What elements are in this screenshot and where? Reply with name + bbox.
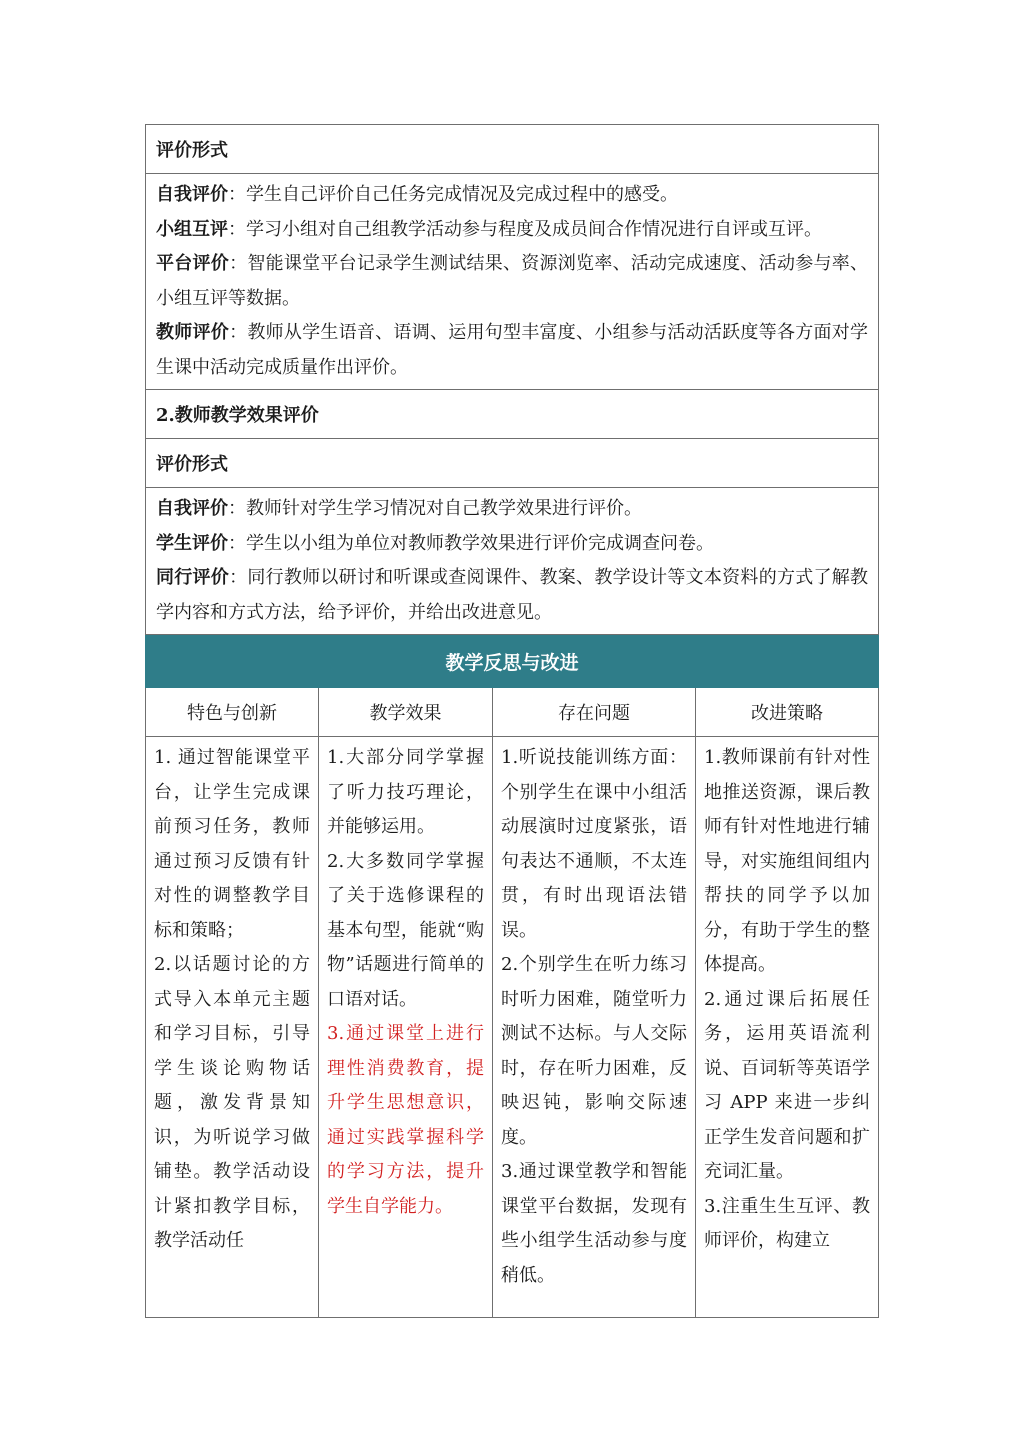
teacher-eval-content-row [146, 488, 879, 635]
eval-item: 自我评价：教师针对学生学习情况对自己教学效果进行评价。 [156, 498, 642, 519]
student-eval-content-row [146, 174, 879, 390]
list-item: 1.听说技能训练方面：个别学生在课中小组活动展演时过度紧张，语句表达不通顺，不太连贯，有时出现语法错误。 [501, 747, 687, 941]
eval-item: 小组互评：学习小组对自己组教学活动参与程度及成员间合作情况进行自评或互评。 [156, 218, 822, 240]
eval-item: 平台评价：智能课堂平台记录学生测试结果、资源浏览率、活动完成速度、活动参与率、小组互评等数据。 [156, 253, 869, 309]
document-page [145, 124, 878, 1318]
column-header-strategies: 改进策略 [696, 688, 879, 737]
eval-item: 自我评价：学生自己评价自己任务完成情况及完成过程中的感受。 [156, 184, 678, 205]
student-eval-content [146, 174, 879, 390]
teacher-eval-heading-row [146, 439, 879, 488]
column-header-problems: 存在问题 [493, 688, 696, 737]
reflection-column-headers [146, 688, 879, 737]
teacher-eval-title: 2.教师教学效果评价 [146, 390, 879, 439]
list-item: 2.通过课后拓展任务，运用英语流利说、百词斩等英语学习 APP 来进一步纠正学生发音问题和扩充词汇量。 [704, 988, 870, 1182]
eval-item: 教师评价：教师从学生语音、语调、运用句型丰富度、小组参与活动活跃度等各方面对学生课中活动完成质量作出评价。 [156, 322, 869, 378]
list-item: 3.通过课堂教学和智能课堂平台数据，发现有些小组学生活动参与度稍低。 [501, 1161, 687, 1286]
problems-cell [493, 737, 696, 1318]
column-header-effects: 教学效果 [319, 688, 493, 737]
student-eval-heading-row [146, 125, 879, 174]
eval-item: 学生评价：学生以小组为单位对教师教学效果进行评价完成调查问卷。 [156, 532, 714, 554]
student-eval-heading: 评价形式 [146, 125, 879, 174]
features-cell [146, 737, 319, 1318]
effects-cell [319, 737, 493, 1318]
eval-item: 同行评价：同行教师以研讨和听课或查阅课件、教案、教学设计等文本资料的方式了解教学内容和方式方法，给予评价，并给出改进意见。 [156, 567, 869, 623]
reflection-banner-row [146, 635, 879, 688]
reflection-body-row [146, 737, 879, 1318]
evaluation-table [145, 124, 879, 1318]
list-item: 1.大部分同学掌握了听力技巧理论，并能够运用。 [327, 747, 484, 837]
list-item: 2.个别学生在听力练习时听力困难，随堂听力测试不达标。与人交际时，存在听力困难，反映迟钝，影响交际速度。 [501, 954, 687, 1148]
list-item: 1.教师课前有针对性地推送资源，课后教师有针对性地进行辅导，对实施组间组内帮扶的同学予以加分，有助于学生的整体提高。 [704, 747, 870, 975]
column-header-features: 特色与创新 [146, 688, 319, 737]
list-item: 1. 通过智能课堂平台，让学生完成课前预习任务，教师通过预习反馈有针对性的调整教学目标和策略； [154, 747, 310, 941]
teacher-eval-content [146, 488, 879, 635]
strategies-cell [696, 737, 879, 1318]
list-item: 2.大多数同学掌握了关于选修课程的基本句型，能就“购物”话题进行简单的口语对话。 [327, 850, 484, 1010]
list-item: 3.注重生生互评、教师评价，构建立 [704, 1195, 870, 1251]
highlight-item: 3.通过课堂上进行理性消费教育，提升学生思想意识，通过实践掌握科学的学习方法，提升学生自学能力。 [327, 1023, 484, 1217]
reflection-banner: 教学反思与改进 [146, 635, 879, 688]
teacher-eval-title-row [146, 390, 879, 439]
list-item: 2.以话题讨论的方式导入本单元主题和学习目标，引导学生谈论购物话题，激发背景知识，为听说学习做铺垫。教学活动设计紧扣教学目标，教学活动任 [154, 954, 310, 1251]
teacher-eval-heading: 评价形式 [146, 439, 879, 488]
